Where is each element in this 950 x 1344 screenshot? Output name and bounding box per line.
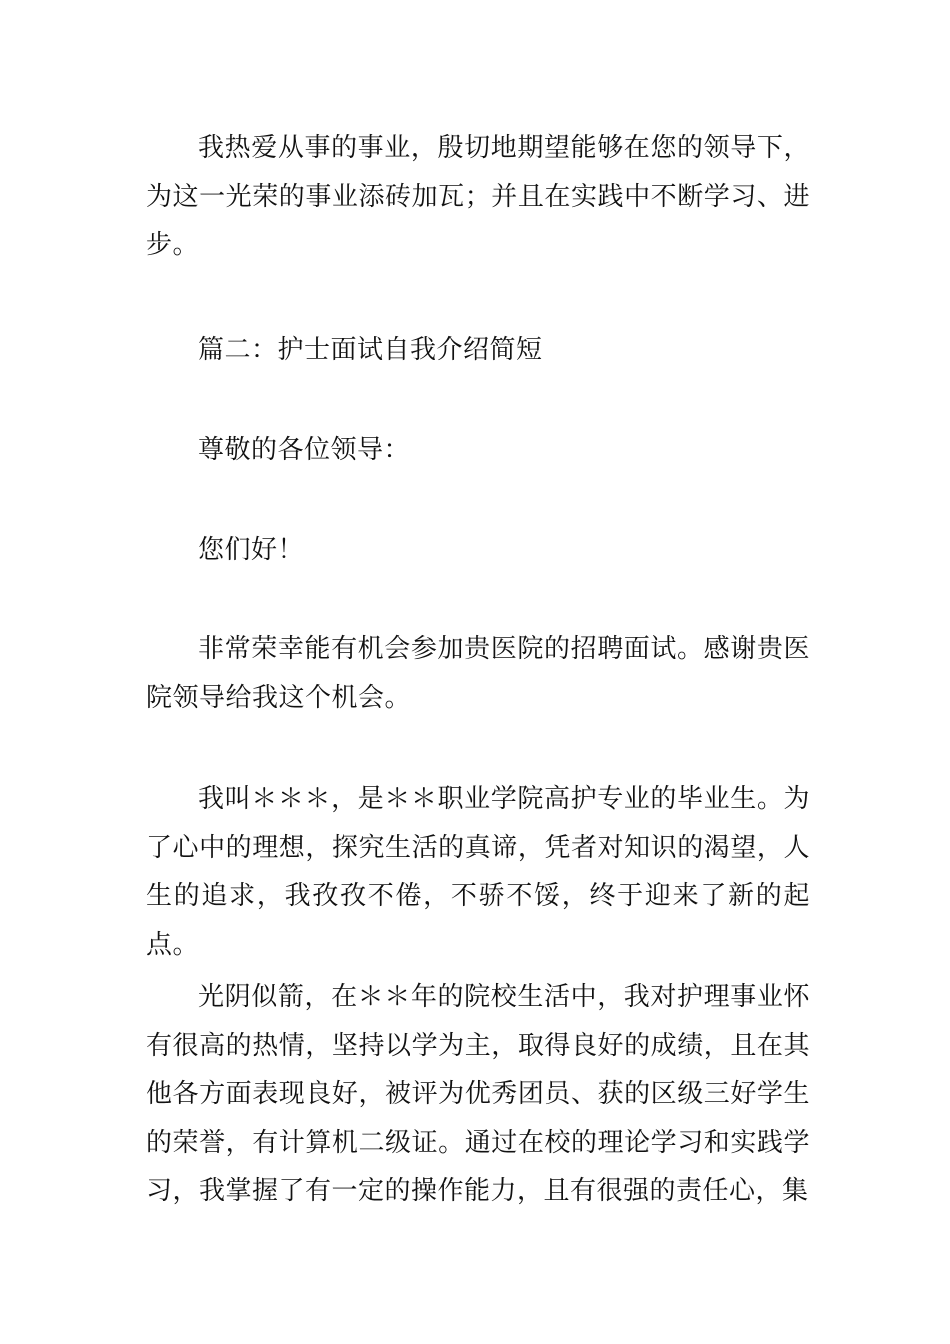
paragraph-introduction: 我叫＊＊＊，是＊＊职业学院高护专业的毕业生。为了心中的理想，探究生活的真谛，凭者对知识的渴望，人生的追求，我孜孜不倦，不骄不馁，终于迎来了新的起点。 bbox=[146, 784, 810, 960]
section-heading: 篇二：护士面试自我介绍简短 bbox=[198, 335, 543, 365]
salutation: 尊敬的各位领导： bbox=[198, 435, 411, 465]
paragraph-school-life: 光阴似箭，在＊＊年的院校生活中，我对护理事业怀有很高的热情，坚持以学为主，取得良好的成绩，且在其他各方面表现良好，被评为优秀团员、获的区级三好学生的荣誉，有计算机二级证。通过在校的理论学习和实践学习，我掌握了有一定的操作能力，且有很强的责任心，集 bbox=[146, 982, 810, 1206]
paragraph-closing-statement: 我热爱从事的事业，殷切地期望能够在您的领导下，为这一光荣的事业添砖加瓦；并且在实践中不断学习、进步。 bbox=[146, 133, 810, 260]
paragraph-thanks: 非常荣幸能有机会参加贵医院的招聘面试。感谢贵医院领导给我这个机会。 bbox=[146, 634, 810, 713]
greeting: 您们好！ bbox=[198, 535, 305, 565]
